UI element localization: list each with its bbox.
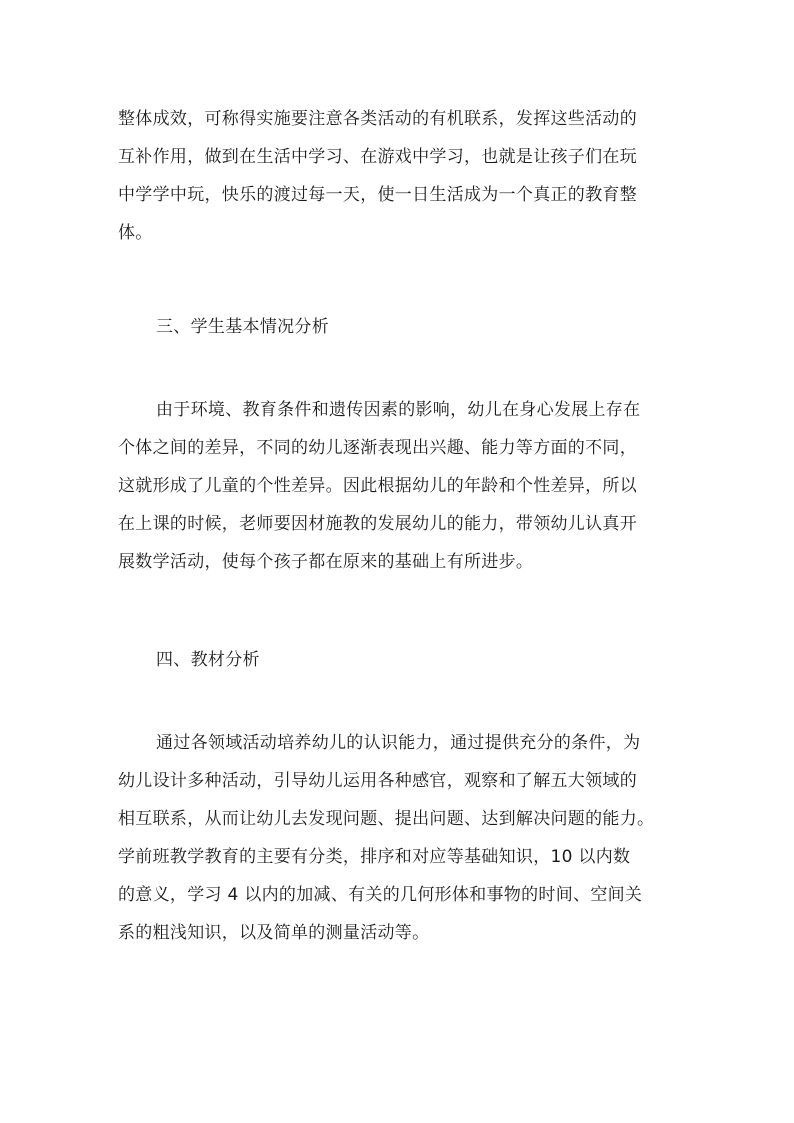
paragraph-line: 系的粗浅知识，以及简单的测量活动等。 [118,923,430,943]
section-heading-4 [118,641,686,679]
paragraph-line: 通过各领域活动培养幼儿的认识能力，通过提供充分的条件，为 [156,733,641,753]
paragraph-line: 由于环境、教育条件和遗传因素的影响，幼儿在身心发展上存在 [156,400,641,420]
section-title: 四、教材分析 [156,650,260,670]
paragraph-line: 展数学活动，使每个孩子都在原来的基础上有所进步。 [118,552,534,572]
paragraph-2 [118,391,686,581]
paragraph-line: 这就形成了儿童的个性差异。因此根据幼儿的年龄和个性差异，所以 [118,476,637,496]
paragraph-line: 幼儿设计多种活动，引导幼儿运用各种感官，观察和了解五大领域的 [118,771,637,791]
paragraph-line: 互补作用，做到在生活中学习、在游戏中学习，也就是让孩子们在玩 [118,147,637,167]
paragraph-line: 体。 [118,223,153,243]
paragraph-1 [118,100,686,252]
section-title: 三、学生基本情况分析 [156,317,329,337]
paragraph-3 [118,724,686,952]
paragraph-line: 在上课的时候，老师要因材施教的发展幼儿的能力，带领幼儿认真开 [118,514,637,534]
paragraph-line: 个体之间的差异，不同的幼儿逐渐表现出兴趣、能力等方面的不同， [118,438,637,458]
paragraph-line: 相互联系，从而让幼儿去发现问题、提出问题、达到解决问题的能力。 [118,809,655,829]
section-heading-3 [118,308,686,346]
paragraph-line: 的意义，学习 4 以内的加减、有关的几何形体和事物的时间、空间关 [118,885,643,905]
paragraph-line: 学前班教学教育的主要有分类，排序和对应等基础知识，10 以内数 [118,847,631,867]
paragraph-line: 中学学中玩，快乐的渡过每一天，使一日生活成为一个真正的教育整 [118,185,637,205]
paragraph-line: 整体成效，可称得实施要注意各类活动的有机联系，发挥这些活动的 [118,109,637,129]
